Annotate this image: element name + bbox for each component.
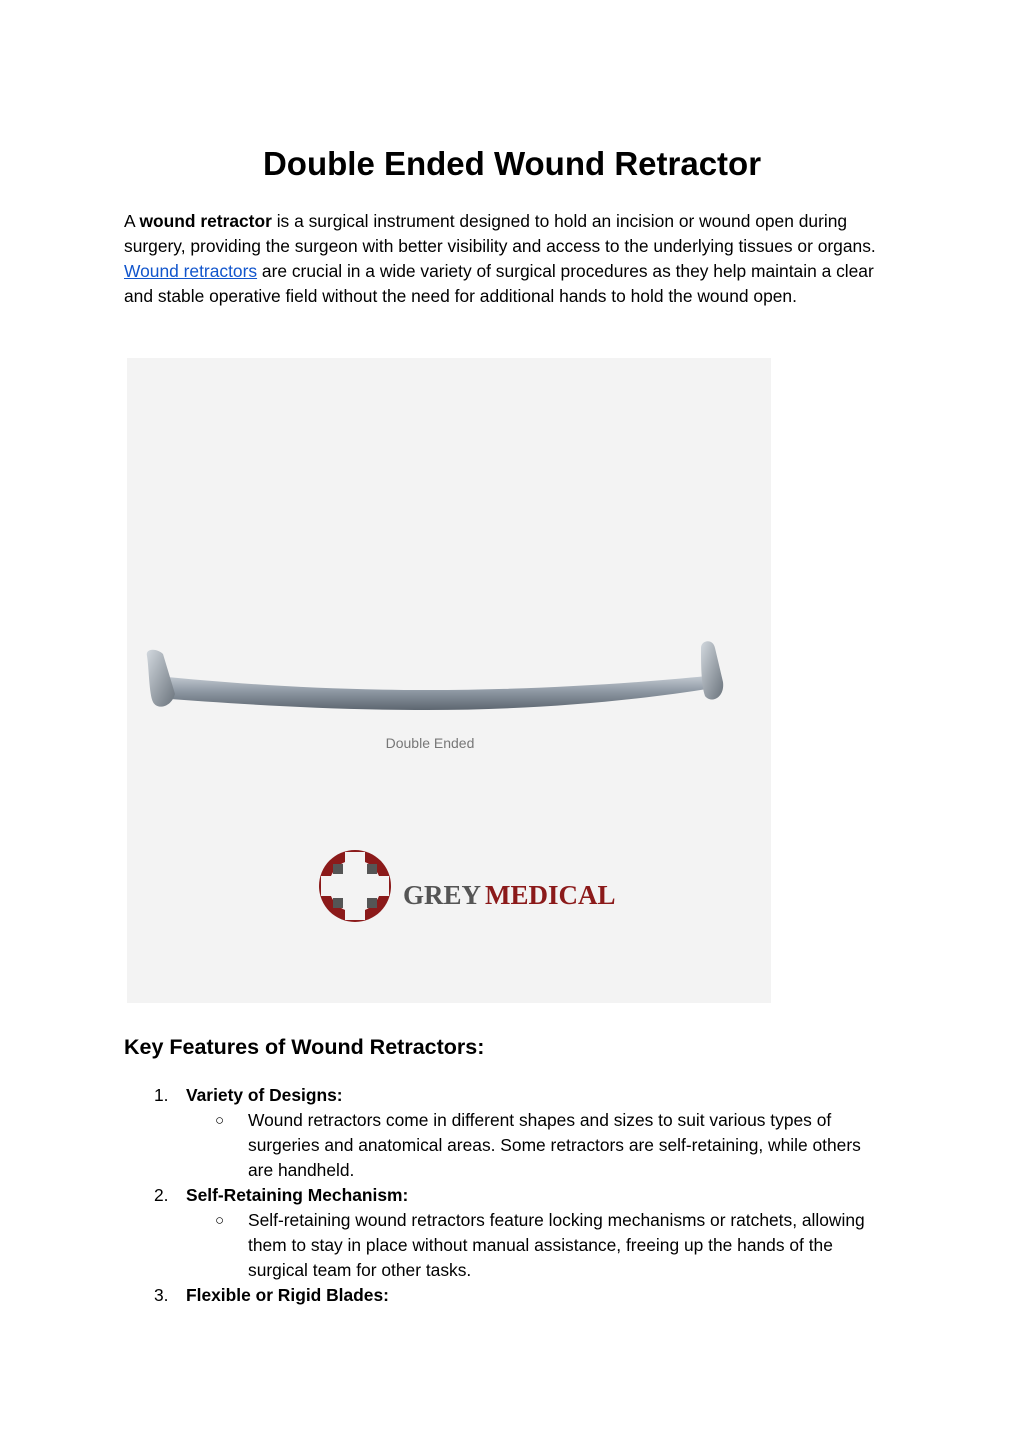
feature-item <box>124 1183 904 1283</box>
intro-text-2: are crucial in a wide variety of surgical procedures as they help maintain a clear and stable operative field without the need for additional hands to hold the wound open. <box>124 261 874 306</box>
retractor-instrument <box>147 641 723 710</box>
feature-item <box>124 1283 904 1308</box>
page-title: Double Ended Wound Retractor <box>262 145 762 182</box>
intro-text-1: is a surgical instrument designed to hold an incision or wound open during surgery, providing the surgeon with better visibility and access to the underlying tissues or organs. <box>124 211 876 256</box>
feature-number: 1. <box>154 1085 169 1105</box>
feature-number: 2. <box>154 1185 169 1205</box>
feature-detail-text: Wound retractors come in different shapes and sizes to suit various types of surgeries and anatomical areas. Some retractors are self-retaining, while others are handheld. <box>248 1110 861 1180</box>
features-list <box>124 1083 904 1308</box>
section-heading: Key Features of Wound Retractors: <box>124 1035 485 1059</box>
logo-word-medical: MEDICAL <box>485 880 616 910</box>
feature-detail-text: Self-retaining wound retractors feature locking mechanisms or ratchets, allowing them to stay in place without manual assistance, freeing up the hands of the surgical team for other tasks. <box>248 1210 865 1280</box>
product-image <box>127 358 771 1003</box>
feature-detail <box>124 1208 888 1283</box>
product-illustration <box>127 358 771 1003</box>
logo-word-grey: GREY <box>403 880 482 910</box>
hollow-bullet-icon: ○ <box>215 1112 225 1129</box>
medical-cross-icon <box>319 850 391 922</box>
intro-paragraph <box>124 209 904 309</box>
intro-lead: A <box>124 211 140 231</box>
feature-detail <box>124 1108 888 1183</box>
hollow-bullet-icon: ○ <box>215 1212 225 1229</box>
feature-title: Self-Retaining Mechanism: <box>186 1185 409 1205</box>
figure-caption: Double Ended <box>385 735 475 751</box>
feature-item <box>124 1083 904 1183</box>
feature-title: Flexible or Rigid Blades: <box>186 1285 389 1305</box>
grey-medical-logo <box>319 850 616 922</box>
intro-bold-term: wound retractor <box>139 211 272 231</box>
feature-title: Variety of Designs: <box>186 1085 343 1105</box>
wound-retractors-link[interactable]: Wound retractors <box>124 261 258 281</box>
feature-number: 3. <box>154 1285 169 1305</box>
